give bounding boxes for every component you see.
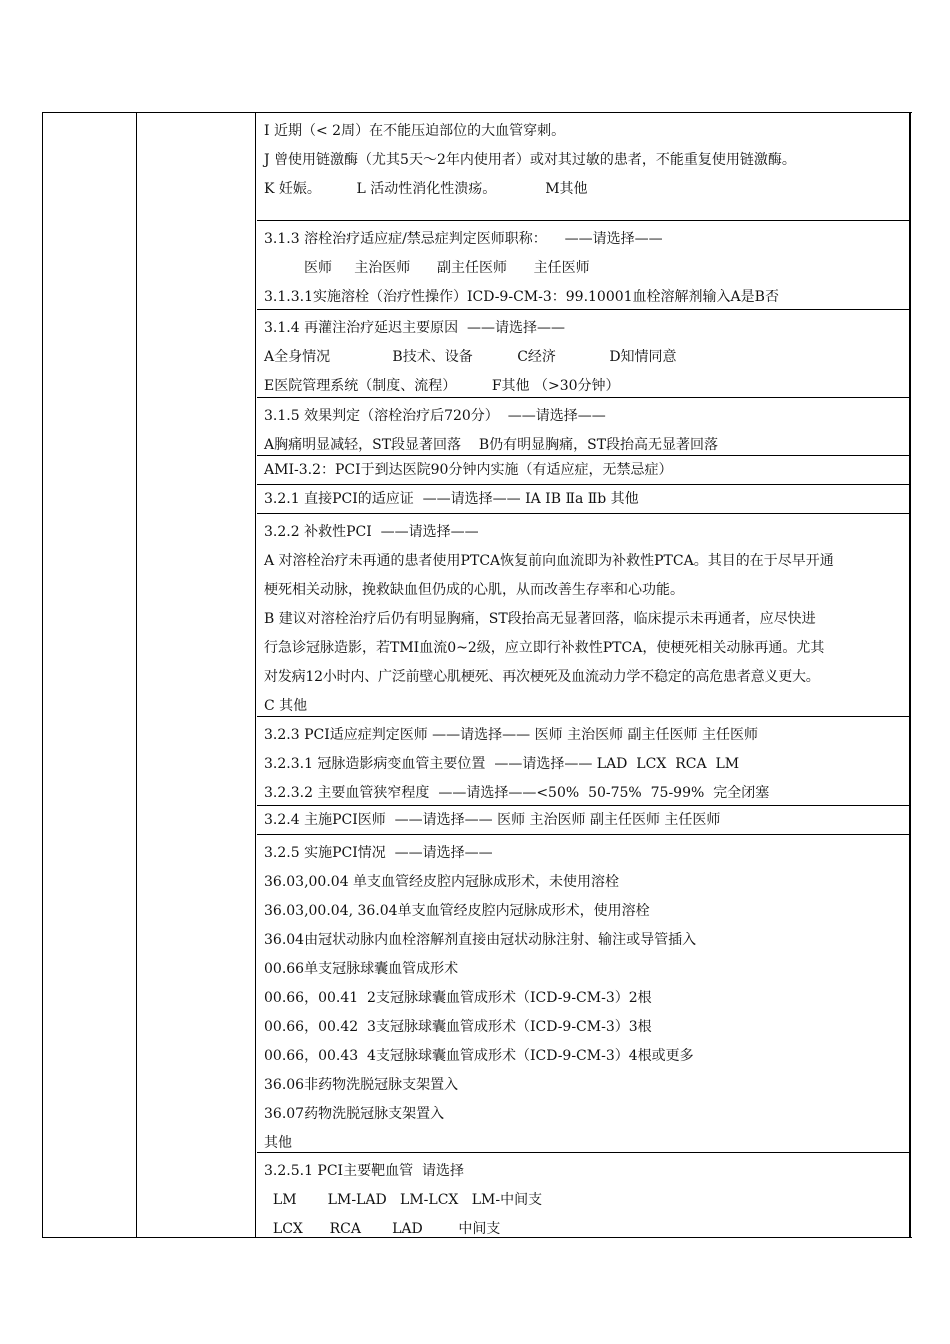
column-divider-1	[136, 112, 137, 1238]
section-3-2-5	[257, 835, 909, 1153]
text-line[interactable]: 3.2.3.1 冠脉造影病变血管主要位置 ——请选择—— LAD LCX RCA LM	[264, 756, 740, 772]
text-line[interactable]: E医院管理系统（制度、流程） F其他 （>30分钟）	[264, 378, 620, 394]
section-3-2-5-1	[257, 1153, 909, 1239]
content-column	[257, 113, 909, 1239]
text-line[interactable]: 3.2.1 直接PCI的适应证 ——请选择—— ⅠA ⅠB Ⅱa Ⅱb 其他	[264, 491, 639, 507]
text-line[interactable]: 3.2.4 主施PCI医师 ——请选择—— 医师 主治医师 副主任医师 主任医师	[264, 812, 721, 828]
section-ami-3-2	[257, 456, 909, 485]
text-line: 对发病12小时内、广泛前壁心肌梗死、再次梗死及血流动力学不稳定的高危患者意义更大。	[264, 669, 820, 685]
text-line: AMI-3.2：PCI于到达医院90分钟内实施（有适应症，无禁忌症）	[264, 462, 673, 478]
text-line: A 对溶栓治疗未再通的患者使用PTCA恢复前向血流即为补救性PTCA。其目的在于尽早开通	[264, 553, 834, 569]
text-line: K 妊娠。 L 活动性消化性溃疡。 M其他	[264, 181, 588, 197]
section-3-2-2	[257, 514, 909, 717]
option-line[interactable]: 00.66，00.43 4支冠脉球囊血管成形术（ICD-9-CM-3）4根或更多	[264, 1048, 694, 1064]
text-line: B 建议对溶栓治疗后仍有明显胸痛，ST段抬高无显著回落，临床提示未再通者，应尽快进	[264, 611, 816, 627]
text-line: C 其他	[264, 698, 308, 714]
text-line: J 曾使用链激酶（尤其5天～2年内使用者）或对其过敏的患者，不能重复使用链激酶。	[264, 152, 796, 168]
section-3-2-1	[257, 485, 909, 514]
table-right-border	[909, 112, 911, 1238]
section-contraindications	[257, 113, 909, 221]
text-line: 行急诊冠脉造影，若TMI血流0~2级，应立即行补救性PTCA，使梗死相关动脉再通。尤其	[264, 640, 825, 656]
option-line[interactable]: 00.66单支冠脉球囊血管成形术	[264, 961, 459, 977]
option-line[interactable]: 36.04由冠状动脉内血栓溶解剂直接由冠状动脉注射、输注或导管插入	[264, 932, 697, 948]
option-line[interactable]: 36.06非药物洗脱冠脉支架置入	[264, 1077, 459, 1093]
text-line[interactable]: A全身情况 B技术、设备 C经济 D知情同意	[264, 349, 677, 365]
table-left-border	[42, 112, 43, 1238]
text-line[interactable]: 3.2.5.1 PCI主要靶血管 请选择	[264, 1163, 464, 1179]
option-line[interactable]: 00.66，00.42 3支冠脉球囊血管成形术（ICD-9-CM-3）3根	[264, 1019, 652, 1035]
text-line[interactable]: 3.1.4 再灌注治疗延迟主要原因 ——请选择——	[264, 320, 565, 336]
option-line[interactable]: 36.03,00.04 单支血管经皮腔内冠脉成形术，未使用溶栓	[264, 874, 620, 890]
text-line[interactable]: 3.2.5 实施PCI情况 ——请选择——	[264, 845, 493, 861]
option-line[interactable]: 其他	[264, 1135, 292, 1151]
text-line[interactable]: 3.2.3 PCI适应症判定医师 ——请选择—— 医师 主治医师 副主任医师 主任医师	[264, 727, 758, 743]
text-line[interactable]: 3.1.5 效果判定（溶栓治疗后720分） ——请选择——	[264, 408, 606, 424]
column-divider-2	[255, 112, 256, 1238]
text-line: I 近期（< 2周）在不能压迫部位的大血管穿刺。	[264, 123, 566, 139]
option-line[interactable]: 36.03,00.04, 36.04单支血管经皮腔内冠脉成形术，使用溶栓	[264, 903, 650, 919]
section-3-1-4	[257, 310, 909, 398]
text-line[interactable]: A胸痛明显减轻，ST段显著回落 B仍有明显胸痛，ST段抬高无显著回落	[264, 437, 719, 453]
section-3-1-3	[257, 221, 909, 310]
text-line[interactable]: 医师 主治医师 副主任医师 主任医师	[304, 260, 590, 276]
option-line[interactable]: LCX RCA LAD 中间支	[264, 1221, 501, 1237]
text-line[interactable]: 3.1.3 溶栓治疗适应症/禁忌症判定医师职称： ——请选择——	[264, 231, 663, 247]
text-line: 梗死相关动脉，挽救缺血但仍成的心肌，从而改善生存率和心功能。	[264, 582, 684, 598]
option-line[interactable]: 00.66，00.41 2支冠脉球囊血管成形术（ICD-9-CM-3）2根	[264, 990, 652, 1006]
text-line[interactable]: 3.2.3.2 主要血管狭窄程度 ——请选择——<50% 50-75% 75-99% 完全闭塞	[264, 785, 770, 801]
section-3-2-3	[257, 717, 909, 806]
option-line[interactable]: 36.07药物洗脱冠脉支架置入	[264, 1106, 445, 1122]
section-3-1-5	[257, 398, 909, 456]
text-line[interactable]: 3.1.3.1实施溶栓（治疗性操作）ICD-9-CM-3：99.10001血栓溶解剂输入A是B否	[264, 289, 779, 305]
text-line[interactable]: 3.2.2 补救性PCI ——请选择——	[264, 524, 479, 540]
option-line[interactable]: LM LM-LAD LM-LCX LM-中间支	[264, 1192, 543, 1208]
section-3-2-4	[257, 806, 909, 835]
